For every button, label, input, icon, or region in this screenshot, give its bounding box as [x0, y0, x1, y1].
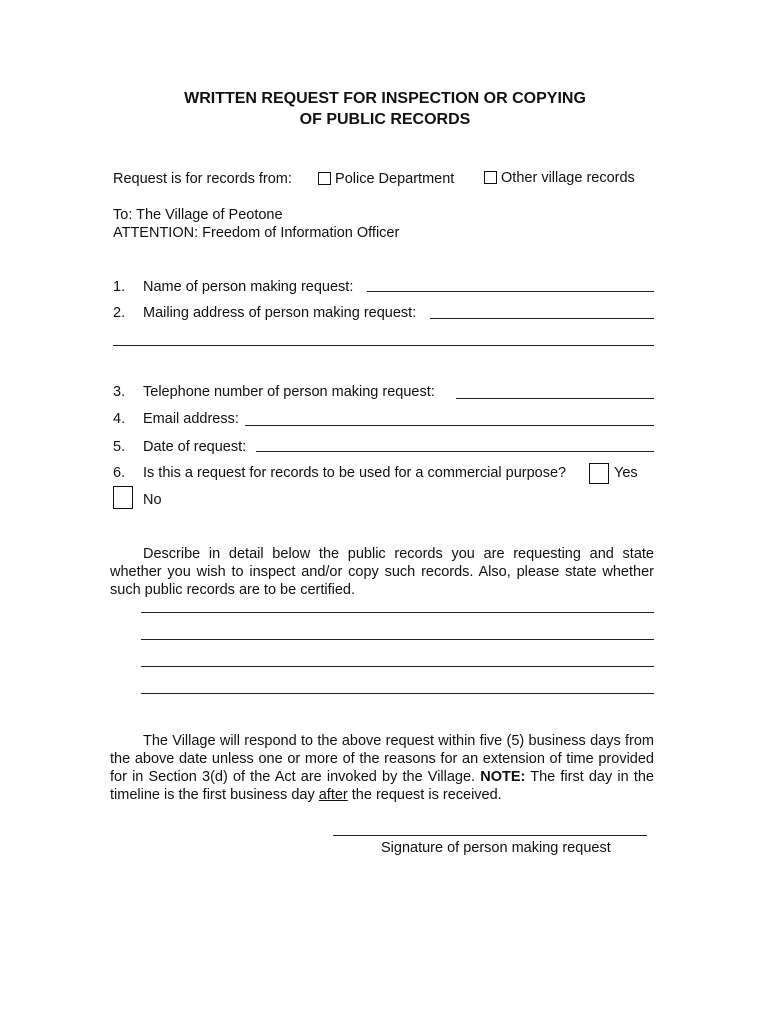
signature-field[interactable] — [333, 835, 647, 836]
mailing-address-field[interactable] — [430, 318, 654, 319]
response-text-1: The Village will respond to the above request within five (5) business days from the above date unless one or more of the reasons for an extension of time provided for in Section 3(d) of the Act are invoked by the Village. — [110, 733, 654, 785]
item-1-number: 1. — [113, 279, 126, 295]
other-records-option[interactable] — [484, 169, 635, 187]
description-line-1[interactable] — [141, 612, 654, 613]
to-line: To: The Village of Peotone — [113, 207, 283, 223]
describe-instructions — [110, 545, 654, 599]
note-label: NOTE: — [480, 769, 526, 785]
name-label: Name of person making request: — [143, 279, 354, 295]
item-3-number: 3. — [113, 384, 126, 400]
commercial-purpose-question: Is this a request for records to be used for a commercial purpose? — [143, 465, 567, 481]
records-from-label: Request is for records from: — [113, 171, 292, 187]
mailing-address-label: Mailing address of person making request: — [143, 305, 417, 321]
other-village-records-label: Other village records — [501, 170, 635, 186]
email-label: Email address: — [143, 411, 239, 427]
after-underlined: after — [318, 787, 348, 803]
police-department-checkbox[interactable] — [318, 172, 331, 185]
title-line-2: OF PUBLIC RECORDS — [299, 111, 471, 128]
commercial-yes-label: Yes — [614, 465, 638, 481]
response-text-3: the request is received. — [351, 787, 502, 803]
description-line-3[interactable] — [141, 666, 654, 667]
attention-line: ATTENTION: Freedom of Information Officer — [113, 225, 400, 241]
title-line-1: WRITTEN REQUEST FOR INSPECTION OR COPYING — [184, 90, 586, 107]
mailing-address-field-line-2[interactable] — [113, 345, 654, 346]
response-notice — [110, 732, 654, 804]
description-line-2[interactable] — [141, 639, 654, 640]
telephone-label: Telephone number of person making request: — [143, 384, 435, 400]
commercial-yes-checkbox[interactable] — [589, 463, 609, 484]
description-line-4[interactable] — [141, 693, 654, 694]
signature-label: Signature of person making request — [381, 840, 611, 856]
police-option[interactable] — [318, 170, 454, 188]
police-department-label: Police Department — [335, 171, 455, 187]
item-2-number: 2. — [113, 305, 126, 321]
describe-text: Describe in detail below the public records you are requesting and state whether you wish to inspect and/or copy such records. Also, please state whether such public records are to be certified. — [110, 546, 654, 598]
commercial-no-label: No — [143, 492, 162, 508]
name-field[interactable] — [367, 291, 654, 292]
item-6-number: 6. — [113, 465, 126, 481]
telephone-field[interactable] — [456, 398, 654, 399]
item-5-number: 5. — [113, 439, 126, 455]
date-label: Date of request: — [143, 439, 247, 455]
item-4-number: 4. — [113, 411, 126, 427]
response-text-2: The first day in the timeline is the first business day — [110, 769, 654, 803]
form-title — [0, 88, 770, 130]
date-field[interactable] — [256, 451, 654, 452]
email-field[interactable] — [245, 425, 654, 426]
other-village-records-checkbox[interactable] — [484, 171, 497, 184]
commercial-no-checkbox[interactable] — [113, 486, 133, 509]
